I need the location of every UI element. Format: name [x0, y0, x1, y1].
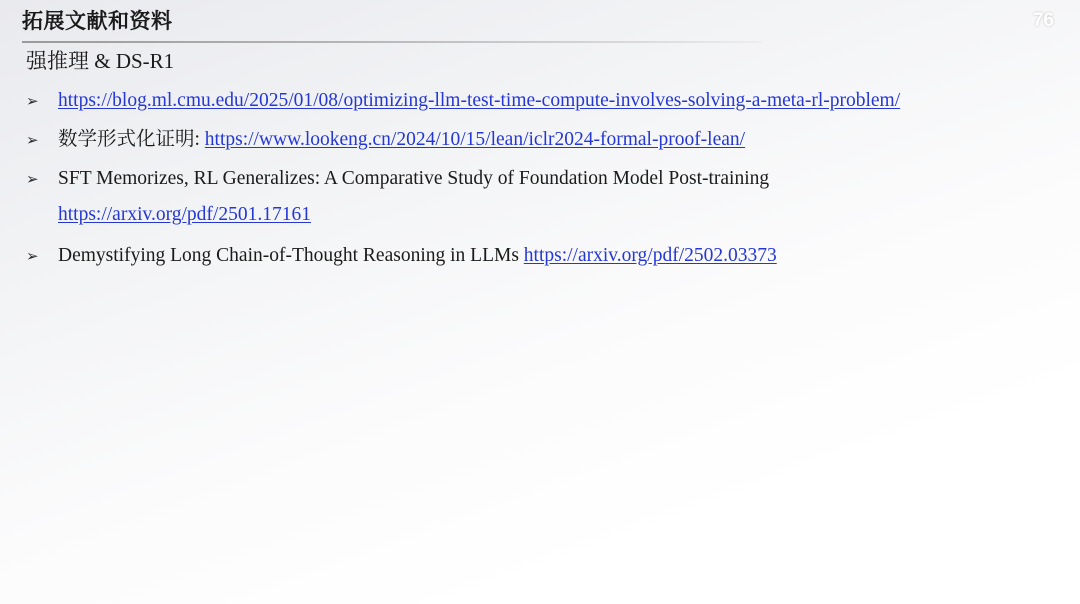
slide-subtitle: 强推理 & DS-R1 — [26, 49, 175, 73]
title-divider — [22, 41, 762, 43]
list-item-text-prefix: Demystifying Long Chain-of-Thought Reasoning in LLMs — [58, 245, 524, 266]
link-arxiv-2502-03373[interactable]: https://arxiv.org/pdf/2502.03373 — [523, 245, 777, 266]
list-item-second-line — [58, 200, 1062, 230]
link-cmu-blog[interactable]: https://blog.ml.cmu.edu/2025/01/08/optimizing-llm-test-time-compute-involves-solving-a-meta-rl-problem/ — [58, 90, 901, 111]
bullet-arrow-icon: ➢ — [26, 92, 39, 110]
title-area — [22, 8, 762, 43]
list-item — [22, 164, 1062, 232]
list-item-text-prefix: 数学形式化证明: — [58, 129, 205, 150]
bullet-list — [22, 86, 1062, 280]
list-item — [22, 241, 1062, 271]
list-item-body — [58, 241, 1062, 271]
list-item-body — [58, 86, 1062, 116]
link-arxiv-2501-17161[interactable]: https://arxiv.org/pdf/2501.17161 — [58, 204, 311, 225]
page-number: 76 — [1032, 10, 1054, 31]
bullet-arrow-icon: ➢ — [26, 131, 39, 149]
list-item — [22, 86, 1062, 116]
bullet-arrow-icon: ➢ — [26, 170, 39, 188]
list-item-text-prefix: SFT Memorizes, RL Generalizes: A Comparative Study of Foundation Model Post-training — [58, 168, 770, 189]
list-item-body — [58, 125, 1062, 155]
link-lookeng-lean[interactable]: https://www.lookeng.cn/2024/10/15/lean/iclr2024-formal-proof-lean/ — [204, 129, 746, 150]
page-title: 拓展文献和资料 — [22, 10, 173, 33]
list-item-body — [58, 164, 1062, 232]
bullet-arrow-icon: ➢ — [26, 247, 39, 265]
list-item — [22, 125, 1062, 155]
